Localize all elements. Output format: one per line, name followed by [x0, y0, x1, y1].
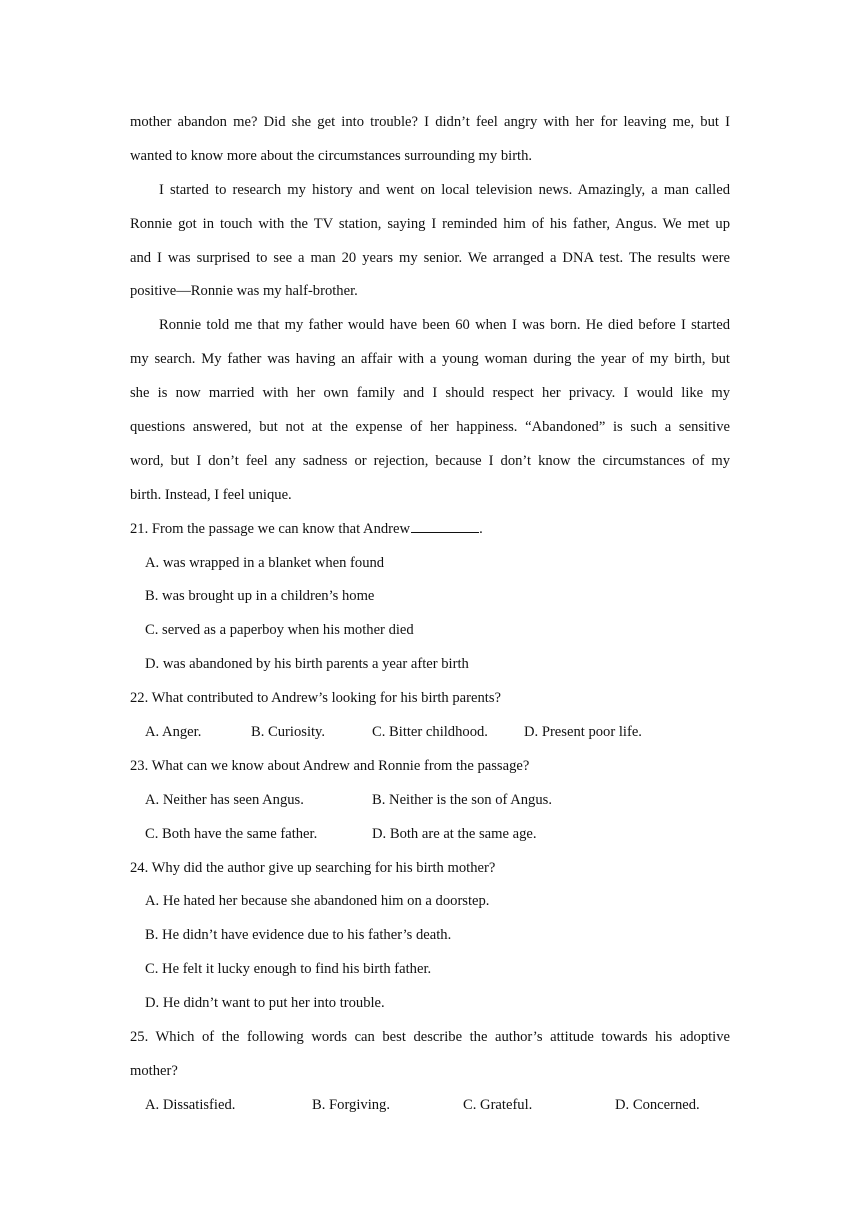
answer-option: B. was brought up in a children’s home [145, 588, 375, 605]
passage-line: Ronnie got in touch with the TV station, saying I reminded him of his father, Angus. We met up [130, 215, 730, 232]
question-stem-text: 21. From the passage we can know that Andrew [130, 520, 411, 537]
answer-option: C. Both have the same father. [145, 825, 318, 842]
passage-line: and I was surprised to see a man 20 years my senior. We arranged a DNA test. The results were [130, 249, 730, 266]
question-22 [130, 682, 730, 750]
passage [130, 106, 730, 513]
question-21 [130, 513, 730, 682]
passage-line: wanted to know more about the circumstances surrounding my birth. [130, 147, 533, 164]
question-stem: 22. What contributed to Andrew’s looking for his birth parents? [130, 690, 501, 707]
passage-line: I started to research my history and went on local television news. Amazingly, a man called [159, 181, 730, 198]
answer-option: B. Curiosity. [251, 724, 326, 741]
question-stem: 25. Which of the following words can best describe the author’s attitude towards his adoptive [130, 1029, 730, 1046]
passage-line: positive—Ronnie was my half-brother. [130, 283, 358, 300]
answer-option: A. Dissatisfied. [145, 1096, 236, 1113]
answer-option: D. Concerned. [615, 1096, 700, 1113]
answer-blank [411, 520, 479, 533]
answer-option: A. He hated her because she abandoned him on a doorstep. [145, 893, 490, 910]
answer-option: C. Grateful. [463, 1096, 533, 1113]
answer-option: D. Present poor life. [524, 724, 642, 741]
question-stem: 24. Why did the author give up searching for his birth mother? [130, 859, 496, 876]
answer-option: B. Forgiving. [312, 1096, 390, 1113]
answer-option: A. Neither has seen Angus. [145, 791, 304, 808]
answer-option: B. He didn’t have evidence due to his father’s death. [145, 927, 452, 944]
answer-option: B. Neither is the son of Angus. [372, 791, 552, 808]
answer-option: A. was wrapped in a blanket when found [145, 554, 385, 571]
answer-options-row [130, 784, 730, 818]
passage-line: questions answered, but not at the expense of her happiness. “Abandoned” is such a sensitive [130, 419, 730, 436]
answer-option: C. He felt it lucky enough to find his birth father. [145, 961, 432, 978]
passage-line: word, but I don’t feel any sadness or rejection, because I don’t know the circumstances of my [130, 452, 730, 469]
question-stem: 23. What can we know about Andrew and Ronnie from the passage? [130, 757, 530, 774]
answer-option: D. Both are at the same age. [372, 825, 537, 842]
answer-option: D. He didn’t want to put her into trouble. [145, 995, 385, 1012]
question-23 [130, 750, 730, 852]
question-24 [130, 852, 730, 1021]
answer-option: C. Bitter childhood. [372, 724, 488, 741]
answer-option: C. served as a paperboy when his mother died [145, 622, 414, 639]
question-stem-continued: mother? [130, 1062, 178, 1079]
question-stem [130, 513, 730, 547]
question-stem-end: . [479, 520, 483, 537]
page-content [130, 106, 730, 1123]
answer-options-row [130, 716, 730, 750]
answer-options-row [130, 818, 730, 852]
passage-line: she is now married with her own family and I should respect her privacy. I would like my [130, 385, 730, 402]
answer-option: A. Anger. [145, 724, 202, 741]
answer-option: D. was abandoned by his birth parents a year after birth [145, 656, 469, 673]
passage-line: birth. Instead, I feel unique. [130, 486, 292, 503]
answer-options-row [130, 1089, 730, 1123]
passage-line: Ronnie told me that my father would have been 60 when I was born. He died before I started [159, 317, 730, 334]
passage-line: mother abandon me? Did she get into trouble? I didn’t feel angry with her for leaving me, but I [130, 114, 730, 130]
passage-line: my search. My father was having an affair with a young woman during the year of my birth, but [130, 351, 730, 368]
question-25 [130, 1021, 730, 1123]
